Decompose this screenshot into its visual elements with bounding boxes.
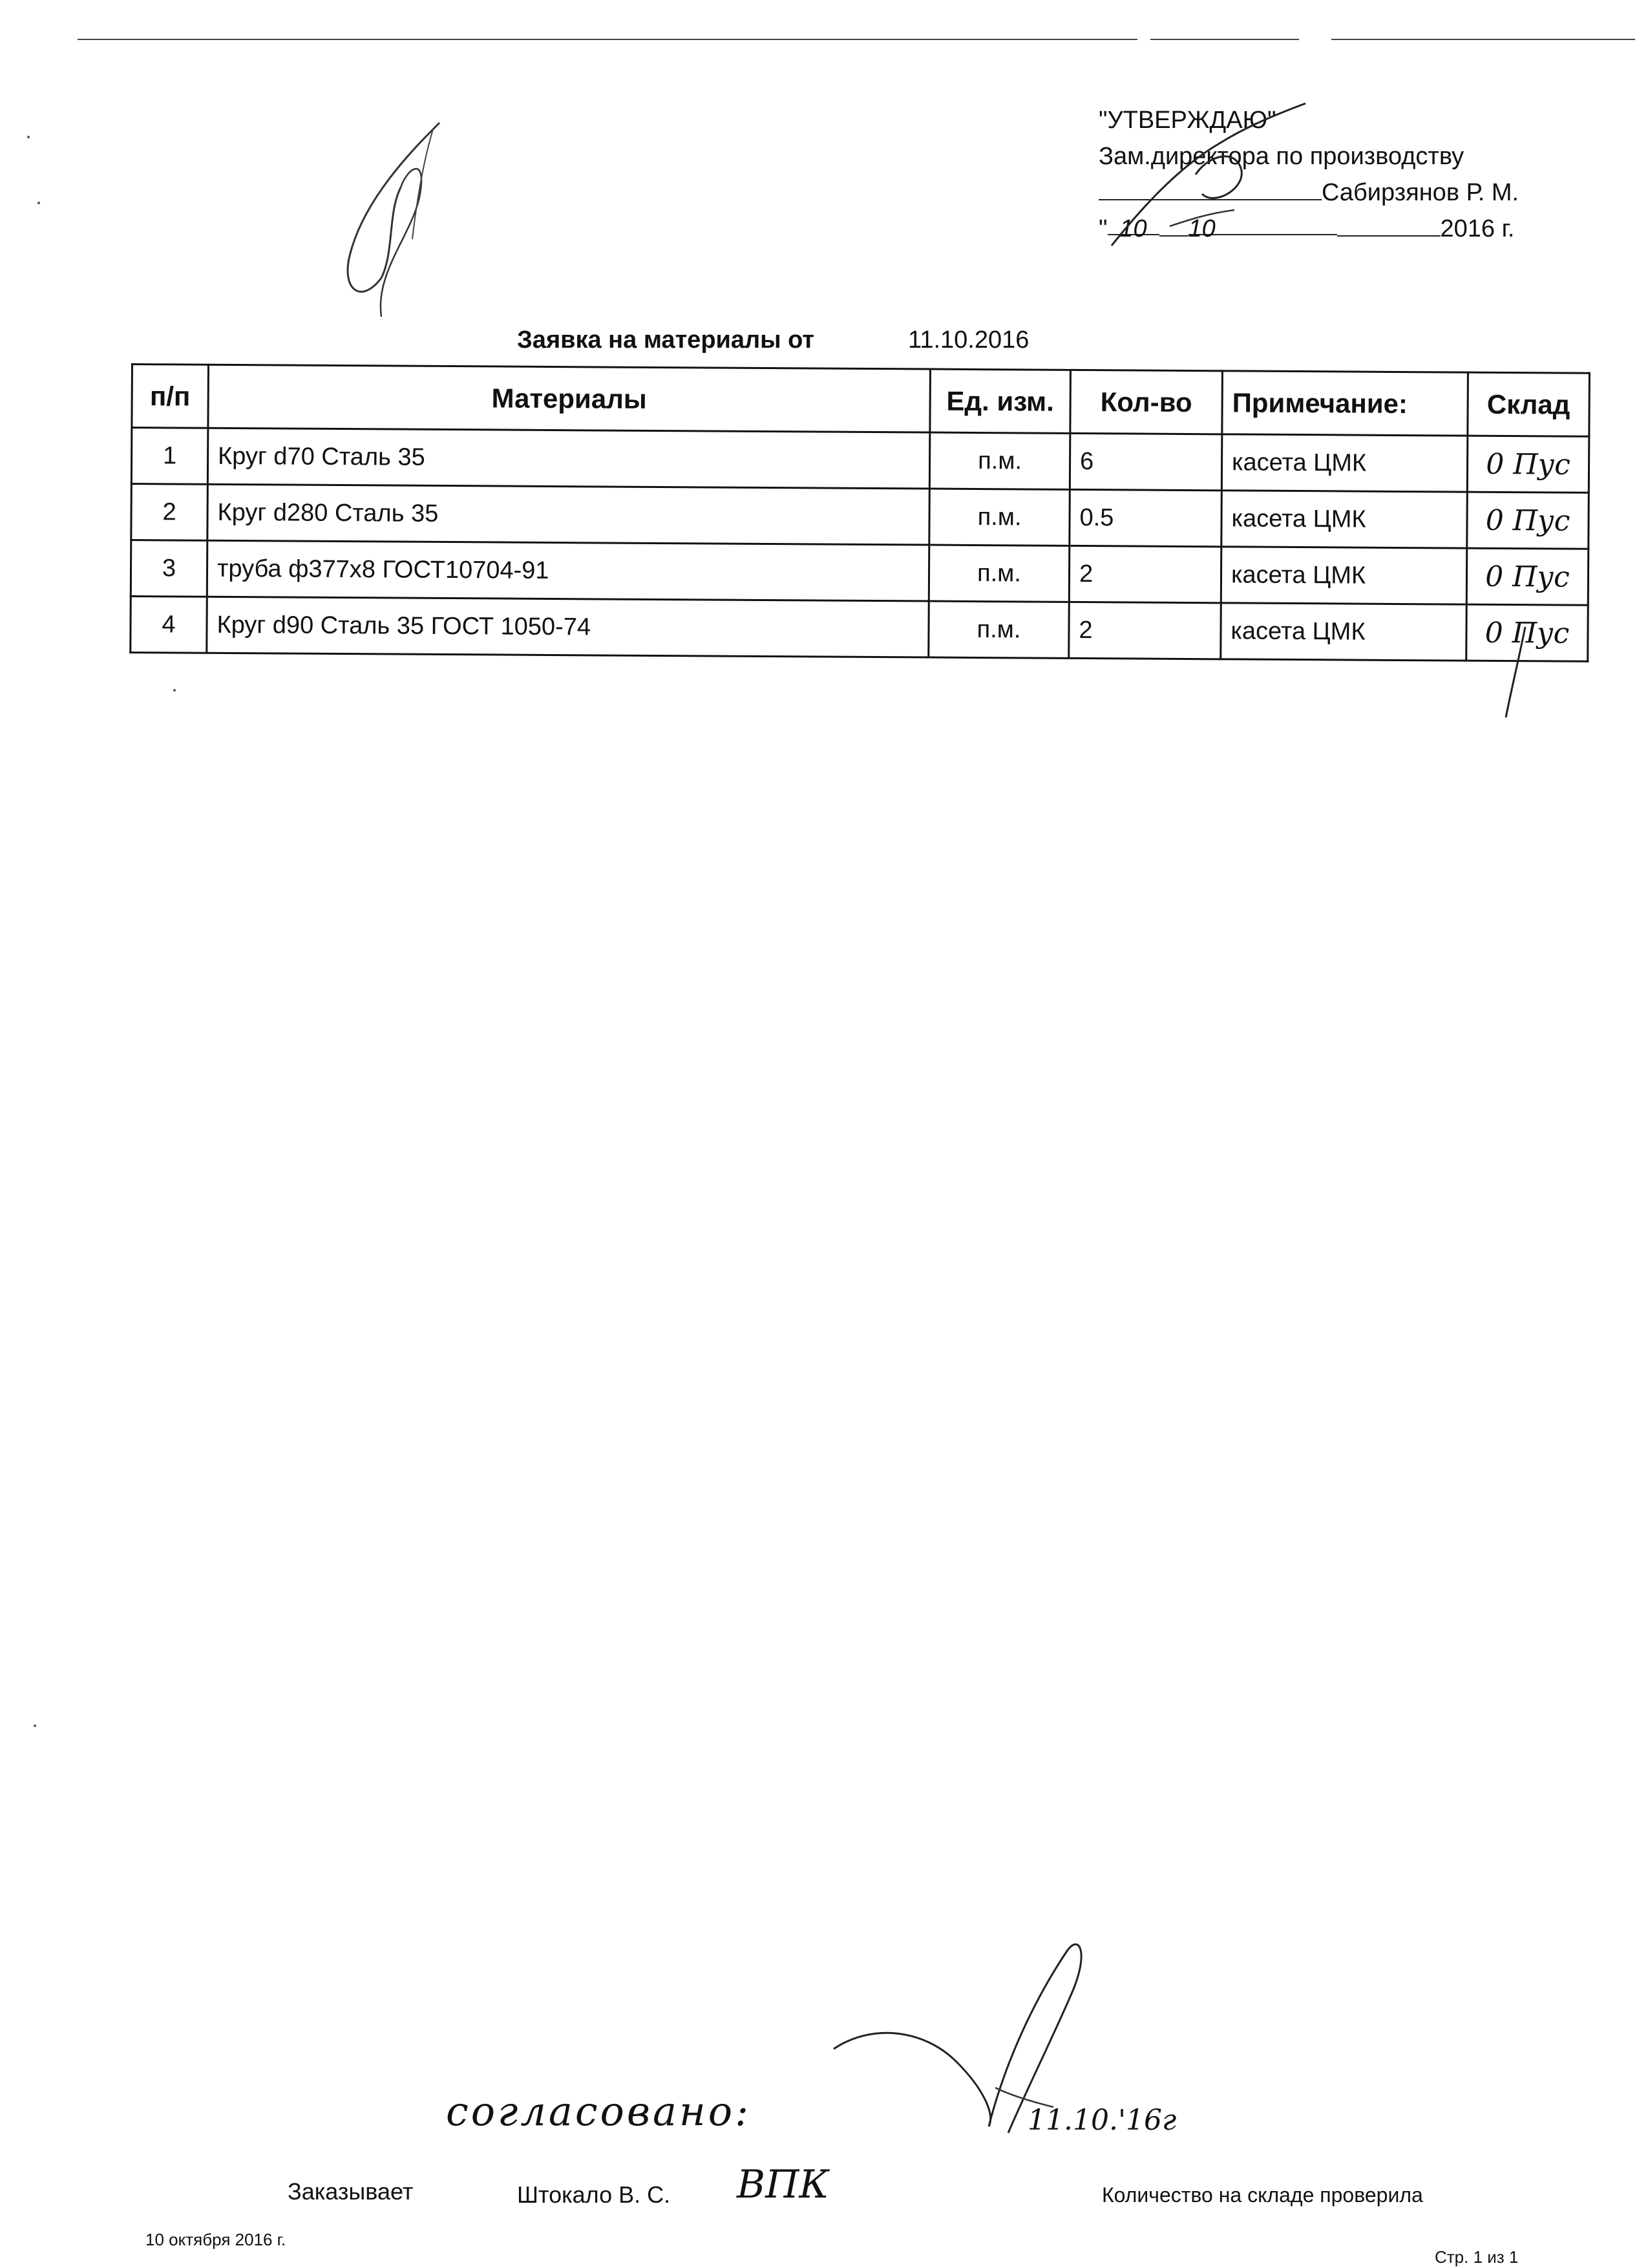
cell-note: касета ЦМК (1221, 603, 1467, 661)
cell-note: касета ЦМК (1221, 491, 1468, 548)
cell-qty: 0.5 (1070, 489, 1222, 546)
cell-material: Круг d70 Сталь 35 (207, 428, 930, 489)
approval-signer: Сабирзянов Р. М. (1322, 179, 1519, 206)
cell-unit: п.м. (929, 432, 1070, 489)
header-stock: Склад (1468, 372, 1590, 436)
cell-n: 3 (131, 540, 207, 597)
header-unit: Ед. изм. (930, 369, 1071, 433)
scan-speck (37, 202, 40, 204)
cell-note: касета ЦМК (1221, 547, 1467, 604)
page-number: Стр. 1 из 1 (1435, 2247, 1519, 2267)
table-row (131, 597, 1588, 662)
header-material: Материалы (208, 365, 931, 432)
top-rule-left (78, 39, 1137, 40)
cell-unit: п.м. (929, 601, 1070, 658)
cell-unit: п.м. (929, 489, 1070, 546)
stock-brace-stroke (1486, 627, 1564, 724)
table-row (131, 484, 1589, 549)
cell-stock (1467, 436, 1589, 493)
cell-qty: 2 (1069, 546, 1221, 602)
cell-n: 1 (131, 428, 208, 485)
approval-month: 10 (1188, 211, 1337, 235)
cell-n: 4 (131, 597, 207, 653)
table-row (131, 428, 1589, 493)
cell-material: Круг d280 Сталь 35 (207, 484, 930, 545)
stock-handwritten: 0 Пус (1484, 616, 1570, 650)
orderer-initials: ВПК (737, 2162, 829, 2207)
cell-n: 2 (131, 484, 208, 541)
request-title: Заявка на материалы от (517, 326, 815, 354)
cell-material: Круг d90 Сталь 35 ГОСТ 1050-74 (207, 597, 929, 657)
header-n: п/п (132, 365, 209, 429)
top-rule-right (1331, 39, 1635, 40)
materials-table (129, 363, 1590, 662)
approval-position: Зам.директора по производству (1099, 143, 1464, 170)
stock-handwritten: 0 Пус (1485, 560, 1570, 594)
cell-qty: 2 (1069, 602, 1221, 659)
stock-handwritten: 0 Пус (1485, 503, 1570, 538)
approval-day: 10 (1108, 211, 1159, 235)
cell-unit: п.м. (929, 545, 1070, 602)
approval-stamp: "УТВЕРЖДАЮ" (1099, 107, 1276, 134)
header-qty: Кол-во (1070, 370, 1223, 434)
agreed-handwritten: согласовано: (446, 2088, 751, 2135)
table-row (131, 540, 1588, 606)
cell-stock (1467, 492, 1589, 549)
orderer-name: Штокало В. С. (517, 2181, 671, 2208)
cell-stock (1466, 548, 1589, 605)
handwritten-visa (336, 110, 465, 323)
header-note: Примечание: (1222, 371, 1468, 436)
top-rule-mid (1150, 39, 1299, 40)
approval-open-quote: " (1099, 215, 1108, 242)
table-header-row (132, 365, 1590, 437)
scan-speck (173, 689, 176, 692)
request-date: 11.10.2016 (908, 326, 1030, 354)
date-blank (1337, 212, 1441, 237)
approval-signature (1099, 97, 1318, 265)
cell-material: труба ф377х8 ГОСТ10704-91 (207, 540, 929, 601)
stock-handwritten: 0 Пус (1486, 447, 1571, 482)
scan-speck (34, 1724, 36, 1727)
document-date: 10 октября 2016 г. (145, 2230, 286, 2249)
orderer-label: Заказывает (288, 2178, 414, 2205)
approval-year: 2016 г. (1440, 215, 1515, 242)
agreed-date: 11.10.'16г (1028, 2104, 1177, 2137)
cell-note: касета ЦМК (1221, 434, 1468, 492)
scan-speck (27, 136, 30, 138)
cell-qty: 6 (1070, 433, 1222, 490)
checked-label: Количество на складе проверила (1102, 2183, 1423, 2207)
